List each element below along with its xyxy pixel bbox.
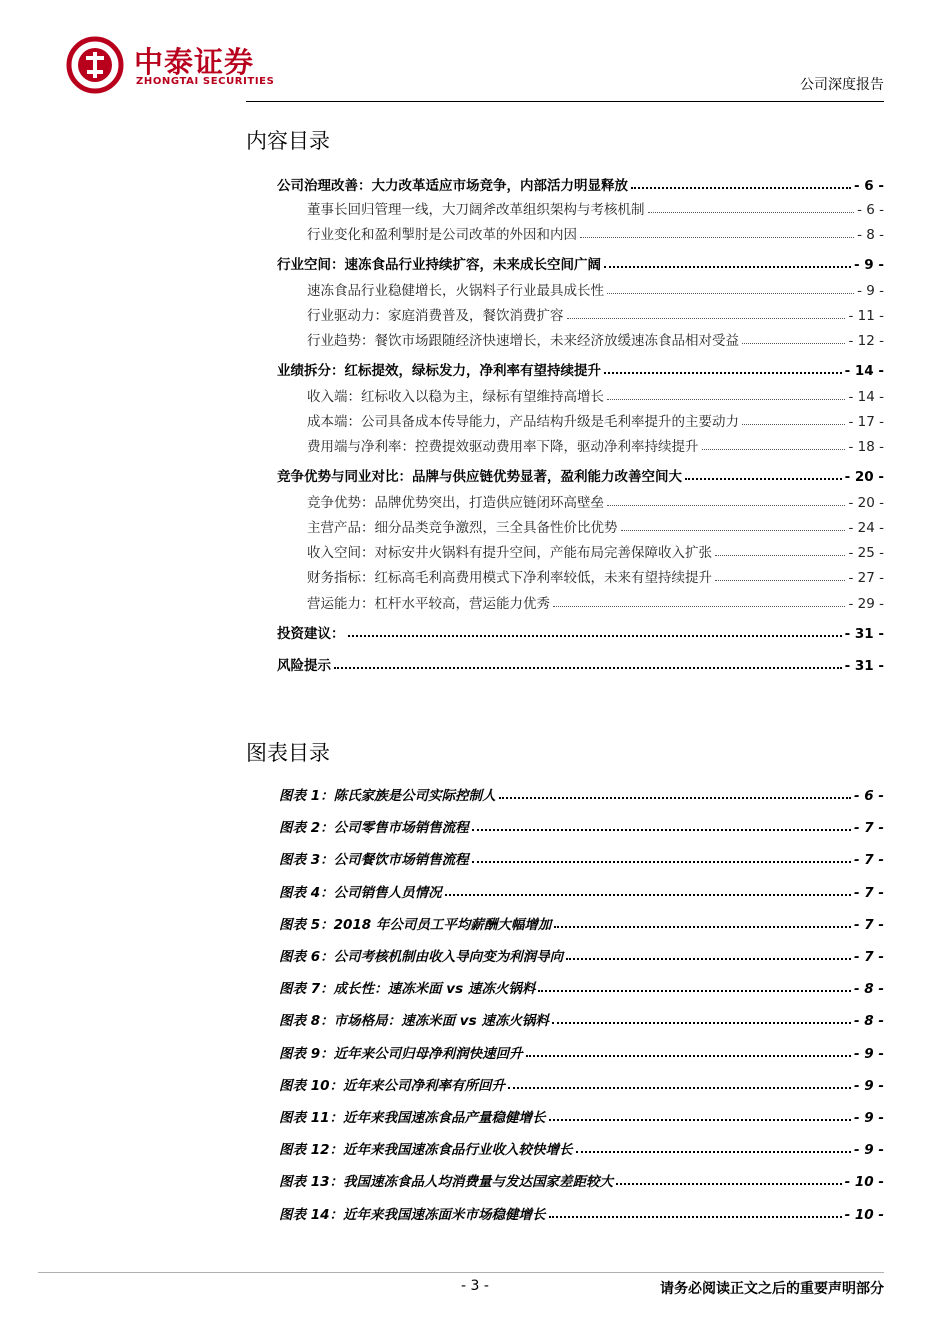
entry-label: 图表 6：公司考核机制由收入导向变为利润导向 — [279, 949, 564, 965]
entry-label: 竞争优势：品牌优势突出，打造供应链闭环高壁垒 — [307, 495, 604, 511]
entry-label: 成本端：公司具备成本传导能力，产品结构升级是毛利率提升的主要动力 — [307, 414, 739, 430]
entry-label: 图表 12：近年来我国速冻食品行业收入较快增长 — [279, 1142, 573, 1159]
figure-entry[interactable] — [279, 913, 884, 933]
entry-label: 图表 8：市场格局：速冻米面 vs 速冻火锅料 — [279, 1013, 549, 1030]
entry-page-number: - 31 - — [844, 658, 884, 674]
dot-leader — [631, 187, 851, 189]
entry-label: 竞争优势与同业对比：品牌与供应链优势显著，盈利能力改善空间大 — [277, 469, 682, 485]
entry-page-number: - 9 - — [854, 1077, 884, 1094]
disclaimer-note: 请务必阅读正文之后的重要声明部分 — [660, 1281, 884, 1297]
entry-page-number: - 7 - — [854, 916, 884, 933]
dot-leader — [526, 1055, 851, 1057]
figure-entry[interactable] — [279, 881, 884, 901]
dot-leader — [607, 505, 845, 506]
entry-page-number: - 9 - — [857, 283, 884, 299]
dot-leader — [715, 555, 845, 556]
entry-label: 图表 3：公司餐饮市场销售流程 — [279, 852, 469, 869]
brand-name-en: ZHONGTAI SECURITIES — [136, 76, 275, 87]
figure-entry[interactable] — [279, 977, 884, 997]
entry-page-number: - 6 - — [854, 178, 884, 194]
dot-leader — [348, 635, 842, 637]
company-logo — [66, 36, 286, 98]
entry-label: 图表 13：我国速冻食品人均消费量与发达国家差距较大 — [279, 1174, 613, 1191]
entry-label: 图表 10：近年来公司净利率有所回升 — [279, 1077, 505, 1094]
figure-entry[interactable] — [279, 945, 884, 965]
dot-leader — [508, 1087, 851, 1089]
dot-leader — [549, 1216, 842, 1218]
dot-leader — [566, 958, 851, 960]
entry-page-number: - 10 - — [844, 1174, 884, 1191]
entry-label: 图表 1：陈氏家族是公司实际控制人 — [279, 788, 496, 804]
toc-entry[interactable] — [307, 516, 884, 536]
dot-leader — [538, 990, 851, 992]
dot-leader — [445, 894, 851, 896]
dot-leader — [742, 343, 845, 344]
entry-label: 图表 5：2018 年公司员工平均薪酬大幅增加 — [279, 916, 552, 933]
toc-entry[interactable] — [277, 622, 884, 642]
figure-entry[interactable] — [279, 848, 884, 868]
entry-page-number: - 7 - — [854, 949, 884, 965]
toc-entry[interactable] — [307, 304, 884, 324]
toc-entry[interactable] — [307, 566, 884, 586]
dot-leader — [616, 1183, 842, 1185]
page-number: - 3 - — [461, 1278, 489, 1294]
dot-leader — [472, 829, 851, 831]
toc-entry[interactable] — [307, 198, 884, 218]
dot-leader — [742, 424, 845, 425]
entry-page-number: - 17 - — [848, 414, 884, 430]
figure-entry[interactable] — [279, 1009, 884, 1029]
entry-label: 行业空间：速冻食品行业持续扩容，未来成长空间广阔 — [277, 257, 601, 273]
entry-label: 投资建议： — [277, 626, 345, 642]
dot-leader — [549, 1119, 852, 1121]
footer-divider — [38, 1272, 884, 1273]
toc-entry[interactable] — [277, 465, 884, 485]
figure-entry[interactable] — [279, 1106, 884, 1126]
toc-entry[interactable] — [277, 174, 884, 194]
toc-entry[interactable] — [307, 592, 884, 612]
entry-label: 收入空间：对标安井火锅料有提升空间，产能布局完善保障收入扩张 — [307, 545, 712, 561]
entry-label: 图表 7：成长性：速冻米面 vs 速冻火锅料 — [279, 981, 536, 998]
dot-leader — [553, 606, 845, 607]
entry-label: 公司治理改善：大力改革适应市场竞争，内部活力明显释放 — [277, 178, 628, 194]
entry-page-number: - 31 - — [844, 626, 884, 642]
toc-entry[interactable] — [307, 223, 884, 243]
dot-leader — [604, 372, 842, 374]
toc-entry[interactable] — [307, 385, 884, 405]
entry-page-number: - 27 - — [848, 570, 884, 586]
entry-page-number: - 14 - — [848, 389, 884, 405]
dot-leader — [472, 861, 851, 863]
dot-leader — [648, 212, 855, 213]
entry-label: 收入端：红标收入以稳为主，绿标有望维持高增长 — [307, 389, 604, 405]
dot-leader — [621, 530, 846, 531]
figure-entry[interactable] — [279, 1042, 884, 1062]
entry-label: 行业变化和盈利掣肘是公司改革的外因和内因 — [307, 227, 577, 243]
figure-entry[interactable] — [279, 816, 884, 836]
entry-page-number: - 9 - — [854, 257, 884, 273]
dot-leader — [576, 1151, 852, 1153]
entry-label: 营运能力：杠杆水平较高，营运能力优秀 — [307, 596, 550, 612]
entry-label: 图表 9：近年来公司归母净利润快速回升 — [279, 1045, 523, 1062]
document-type: 公司深度报告 — [800, 77, 884, 93]
entry-label: 主营产品：细分品类竞争激烈，三全具备性价比优势 — [307, 520, 618, 536]
entry-page-number: - 7 - — [854, 884, 884, 901]
figure-entry[interactable] — [279, 784, 884, 804]
dot-leader — [607, 293, 854, 294]
entry-page-number: - 14 - — [844, 363, 884, 379]
entry-page-number: - 11 - — [848, 308, 884, 324]
entry-page-number: - 8 - — [854, 1013, 884, 1030]
entry-label: 图表 2：公司零售市场销售流程 — [279, 820, 469, 837]
entry-label: 图表 4：公司销售人员情况 — [279, 884, 442, 901]
entry-label: 图表 11：近年来我国速冻食品产量稳健增长 — [279, 1110, 546, 1126]
dot-leader — [702, 449, 846, 450]
toc-entry[interactable] — [307, 491, 884, 511]
entry-label: 业绩拆分：红标提效，绿标发力，净利率有望持续提升 — [277, 363, 601, 379]
entry-label: 费用端与净利率：控费提效驱动费用率下降，驱动净利率持续提升 — [307, 439, 699, 455]
entry-label: 速冻食品行业稳健增长，火锅料子行业最具成长性 — [307, 283, 604, 299]
dot-leader — [685, 478, 842, 480]
entry-label: 行业趋势：餐饮市场跟随经济快速增长，未来经济放缓速冻食品相对受益 — [307, 333, 739, 349]
dot-leader — [334, 667, 842, 669]
entry-label: 董事长回归管理一线，大刀阔斧改革组织架构与考核机制 — [307, 202, 645, 218]
entry-page-number: - 7 - — [854, 820, 884, 837]
dot-leader — [604, 266, 851, 268]
dot-leader — [580, 237, 854, 238]
entry-page-number: - 9 - — [854, 1045, 884, 1062]
entry-page-number: - 6 - — [857, 202, 884, 218]
figure-entry[interactable] — [279, 1170, 884, 1190]
entry-label: 行业驱动力：家庭消费普及，餐饮消费扩容 — [307, 308, 564, 324]
brand-name-cn: 中泰证券 — [134, 45, 255, 79]
entry-page-number: - 12 - — [848, 333, 884, 349]
entry-page-number: - 6 - — [854, 788, 884, 804]
entry-label: 风险提示 — [277, 658, 331, 674]
entry-page-number: - 8 - — [854, 981, 884, 998]
entry-label: 图表 14：近年来我国速冻面米市场稳健增长 — [279, 1206, 546, 1223]
dot-leader — [552, 1022, 851, 1024]
entry-page-number: - 20 - — [848, 495, 884, 511]
zhongtai-logo-icon — [66, 36, 124, 94]
figure-entry[interactable] — [279, 1074, 884, 1094]
figure-entry[interactable] — [279, 1138, 884, 1158]
figure-entry[interactable] — [279, 1203, 884, 1223]
dot-leader — [567, 318, 846, 319]
toc-entry[interactable] — [307, 541, 884, 561]
toc-entry[interactable] — [277, 253, 884, 273]
dot-leader — [607, 399, 845, 400]
entry-page-number: - 9 - — [854, 1110, 884, 1126]
dot-leader — [554, 926, 851, 928]
entry-page-number: - 24 - — [848, 520, 884, 536]
entry-page-number: - 10 - — [844, 1206, 884, 1223]
toc-entry[interactable] — [307, 279, 884, 299]
entry-page-number: - 20 - — [844, 469, 884, 485]
toc-entry[interactable] — [307, 410, 884, 430]
entry-page-number: - 7 - — [854, 852, 884, 869]
dot-leader — [715, 580, 845, 581]
toc-entry[interactable] — [307, 329, 884, 349]
toc-entry[interactable] — [277, 359, 884, 379]
toc-title: 内容目录 — [246, 129, 330, 153]
figure-list-title: 图表目录 — [246, 741, 330, 765]
dot-leader — [499, 797, 851, 799]
entry-label: 财务指标：红标高毛利高费用模式下净利率较低，未来有望持续提升 — [307, 570, 712, 586]
entry-page-number: - 25 - — [848, 545, 884, 561]
entry-page-number: - 18 - — [848, 439, 884, 455]
entry-page-number: - 9 - — [854, 1142, 884, 1159]
toc-entry[interactable] — [307, 435, 884, 455]
toc-entry[interactable] — [277, 654, 884, 674]
entry-page-number: - 8 - — [857, 227, 884, 243]
entry-page-number: - 29 - — [848, 596, 884, 612]
header-divider — [246, 101, 884, 102]
